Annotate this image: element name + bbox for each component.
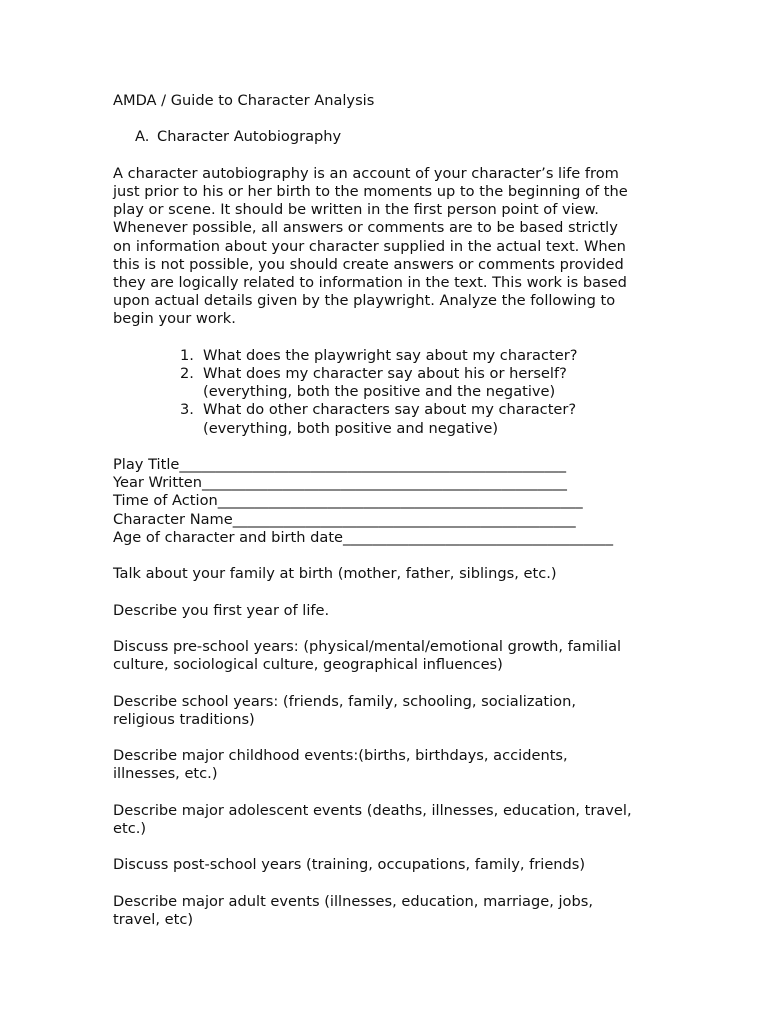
prompt-line: Describe major childhood events:(births, birthdays, accidents, xyxy=(113,747,568,765)
question-number: 2. xyxy=(180,365,194,382)
intro-line: just prior to his or her birth to the moments up to the beginning of the xyxy=(113,182,628,200)
prompt-line: Describe school years: (friends, family, schooling, socialization, xyxy=(113,692,576,710)
field-blank[interactable]: __________________________________________________ xyxy=(217,492,583,510)
prompt-adult-events xyxy=(113,893,673,929)
prompt-family: Talk about your family at birth (mother, father, siblings, etc.) xyxy=(113,565,557,583)
field-label: Play Title xyxy=(113,456,180,473)
intro-paragraph xyxy=(113,165,673,329)
question-text: What does my character say about his or herself? xyxy=(203,365,567,382)
prompt-line: etc.) xyxy=(113,819,147,837)
prompt-line: Describe major adult events (illnesses, education, marriage, jobs, xyxy=(113,892,593,910)
question-item xyxy=(113,365,673,401)
section-title: Character Autobiography xyxy=(157,128,342,146)
field-blank[interactable]: _______________________________________________ xyxy=(232,510,576,528)
field-label: Age of character and birth date xyxy=(113,528,344,546)
question-item xyxy=(113,401,673,437)
prompt-pre-school xyxy=(113,638,673,674)
field-label: Character Name xyxy=(113,510,233,528)
time-of-action-field[interactable] xyxy=(113,492,673,510)
section-letter: A. xyxy=(135,128,150,146)
prompt-line: culture, sociological culture, geographical influences) xyxy=(113,656,503,674)
intro-line: on information about your character supplied in the actual text. When xyxy=(113,237,626,255)
year-written-field[interactable] xyxy=(113,474,673,492)
character-name-field[interactable] xyxy=(113,511,673,529)
question-text: What does the playwright say about my character? xyxy=(203,346,578,364)
intro-line: A character autobiography is an account of your character’s life from xyxy=(113,164,619,182)
play-title-field[interactable] xyxy=(113,456,673,474)
question-list xyxy=(113,347,673,438)
intro-line: this is not possible, you should create answers or comments provided xyxy=(113,255,624,273)
prompt-line: illnesses, etc.) xyxy=(113,765,218,783)
field-blank[interactable]: _____________________________________ xyxy=(343,528,614,546)
prompt-post-school: Discuss post-school years (training, occupations, family, friends) xyxy=(113,856,586,874)
question-number: 1. xyxy=(180,346,194,364)
intro-line: they are logically related to information in the text. This work is based xyxy=(113,274,627,291)
age-birth-date-field[interactable] xyxy=(113,529,673,547)
prompt-line: travel, etc) xyxy=(113,910,194,928)
field-label: Year Written xyxy=(113,474,203,492)
field-label: Time of Action xyxy=(113,492,218,510)
prompt-childhood-events xyxy=(113,747,673,783)
prompt-adolescent-events xyxy=(113,802,673,838)
field-blank[interactable]: __________________________________________________ xyxy=(202,474,567,492)
question-text: (everything, both the positive and the negative) xyxy=(203,383,556,401)
document-content xyxy=(113,92,673,929)
question-text: What do other characters say about my character? xyxy=(203,401,577,419)
question-text: (everything, both positive and negative) xyxy=(203,419,499,437)
field-blank[interactable]: _____________________________________________________ xyxy=(179,456,567,473)
document-header: AMDA / Guide to Character Analysis xyxy=(113,92,375,109)
intro-line: Whenever possible, all answers or comments are to be based strictly xyxy=(113,219,618,237)
question-number: 3. xyxy=(180,401,194,419)
prompt-line: Describe major adolescent events (deaths, illnesses, education, travel, xyxy=(113,801,632,819)
question-item xyxy=(113,347,673,365)
prompt-line: religious traditions) xyxy=(113,710,255,728)
prompt-first-year: Describe you first year of life. xyxy=(113,601,330,619)
intro-line: play or scene. It should be written in the first person point of view. xyxy=(113,201,599,219)
section-heading xyxy=(113,128,673,146)
prompt-school-years xyxy=(113,693,673,729)
info-form xyxy=(113,456,673,547)
intro-line: begin your work. xyxy=(113,310,236,328)
intro-line: upon actual details given by the playwright. Analyze the following to xyxy=(113,292,616,310)
prompt-line: Discuss pre-school years: (physical/mental/emotional growth, familial xyxy=(113,637,622,655)
